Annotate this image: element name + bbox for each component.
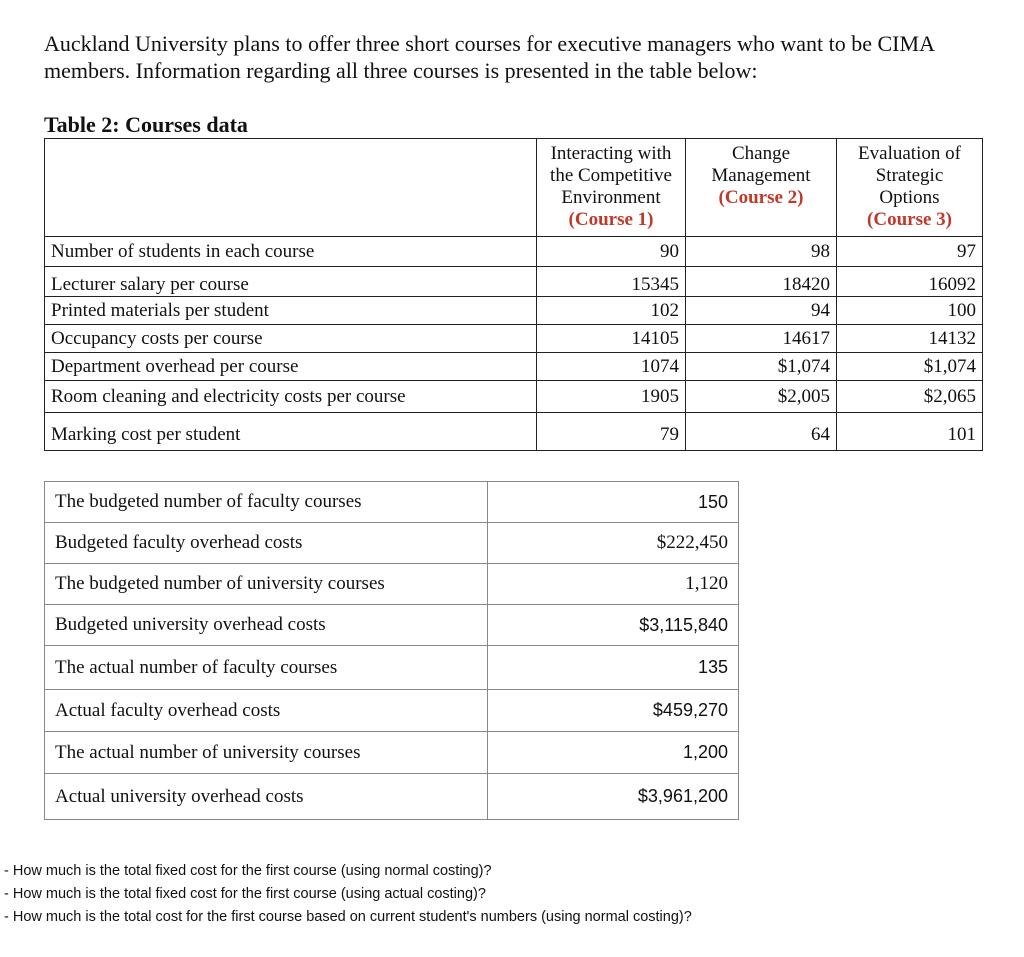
row-label: Room cleaning and electricity costs per course	[45, 381, 537, 413]
row-label: Department overhead per course	[45, 353, 537, 381]
cell-value: 94	[686, 297, 837, 325]
table-row	[45, 732, 739, 774]
cell-value: 1,200	[488, 732, 739, 774]
cell-value: $2,065	[837, 381, 983, 413]
row-label: Occupancy costs per course	[45, 325, 537, 353]
row-label: The budgeted number of faculty courses	[45, 482, 488, 523]
row-label: Budgeted university overhead costs	[45, 605, 488, 646]
header-text: Strategic	[875, 165, 944, 186]
cell-value: 18420	[686, 267, 837, 297]
course-id-label: (Course 3)	[867, 209, 952, 230]
table-title: Table 2: Courses data	[44, 112, 248, 137]
cell-value: 64	[686, 413, 837, 451]
table-row	[45, 381, 983, 413]
cell-value: 14617	[686, 325, 837, 353]
header-text: Evaluation of	[858, 143, 961, 164]
table-row	[45, 523, 739, 564]
row-label: Actual faculty overhead costs	[45, 690, 488, 732]
table-row	[45, 237, 983, 267]
courses-header-row	[45, 139, 983, 237]
cell-value: $1,074	[837, 353, 983, 381]
cell-value: 14105	[537, 325, 686, 353]
question-item: - How much is the total fixed cost for the first course (using actual costing)?	[4, 883, 692, 906]
cell-value: 98	[686, 237, 837, 267]
cell-value: 90	[537, 237, 686, 267]
table-row	[45, 605, 739, 646]
header-text: Change	[731, 143, 791, 164]
cell-value: 100	[837, 297, 983, 325]
header-course-1	[537, 139, 686, 237]
intro-paragraph: Auckland University plans to offer three short courses for executive managers who want to be CIMA members. Information regarding all three courses is presented in the table below:	[44, 31, 934, 83]
cell-value: 101	[837, 413, 983, 451]
cell-value: 1074	[537, 353, 686, 381]
table-row	[45, 482, 739, 523]
header-empty-cell	[45, 139, 537, 237]
row-label: The budgeted number of university courses	[45, 564, 488, 605]
row-label: Number of students in each course	[45, 237, 537, 267]
row-label: The actual number of faculty courses	[45, 646, 488, 690]
table-row	[45, 774, 739, 820]
header-course-3	[837, 139, 983, 237]
course-id-label: (Course 2)	[718, 187, 804, 208]
row-label: Budgeted faculty overhead costs	[45, 523, 488, 564]
cell-value: 135	[488, 646, 739, 690]
row-label: Marking cost per student	[45, 413, 537, 451]
cell-value: $3,115,840	[488, 605, 739, 646]
table-row	[45, 297, 983, 325]
table-row	[45, 564, 739, 605]
question-item: - How much is the total cost for the first course based on current student's numbers (using normal costing)?	[4, 906, 692, 929]
row-label: Printed materials per student	[45, 297, 537, 325]
courses-table	[44, 138, 983, 451]
cell-value: 1,120	[488, 564, 739, 605]
question-item: - How much is the total fixed cost for the first course (using normal costing)?	[4, 860, 692, 883]
cell-value: $222,450	[488, 523, 739, 564]
table-row	[45, 267, 983, 297]
row-label: Lecturer salary per course	[45, 267, 537, 297]
cell-value: 15345	[537, 267, 686, 297]
header-text: Interacting with	[550, 143, 672, 164]
table-row	[45, 353, 983, 381]
cell-value: $2,005	[686, 381, 837, 413]
cell-value: 14132	[837, 325, 983, 353]
header-text: Options	[879, 187, 940, 208]
cell-value: 150	[488, 482, 739, 523]
cell-value: 97	[837, 237, 983, 267]
cell-value: $3,961,200	[488, 774, 739, 820]
row-label: The actual number of university courses	[45, 732, 488, 774]
cell-value: 16092	[837, 267, 983, 297]
cell-value: $1,074	[686, 353, 837, 381]
header-text: Environment	[561, 187, 661, 208]
row-label: Actual university overhead costs	[45, 774, 488, 820]
header-text: Management	[711, 165, 811, 186]
cell-value: 102	[537, 297, 686, 325]
table-row	[45, 646, 739, 690]
cell-value: $459,270	[488, 690, 739, 732]
table-row	[45, 413, 983, 451]
overhead-table	[44, 481, 739, 820]
question-list	[4, 860, 692, 929]
table-row	[45, 325, 983, 353]
cell-value: 79	[537, 413, 686, 451]
table-row	[45, 690, 739, 732]
header-course-2	[686, 139, 837, 237]
header-text: the Competitive	[550, 165, 672, 186]
course-id-label: (Course 1)	[568, 209, 654, 230]
cell-value: 1905	[537, 381, 686, 413]
